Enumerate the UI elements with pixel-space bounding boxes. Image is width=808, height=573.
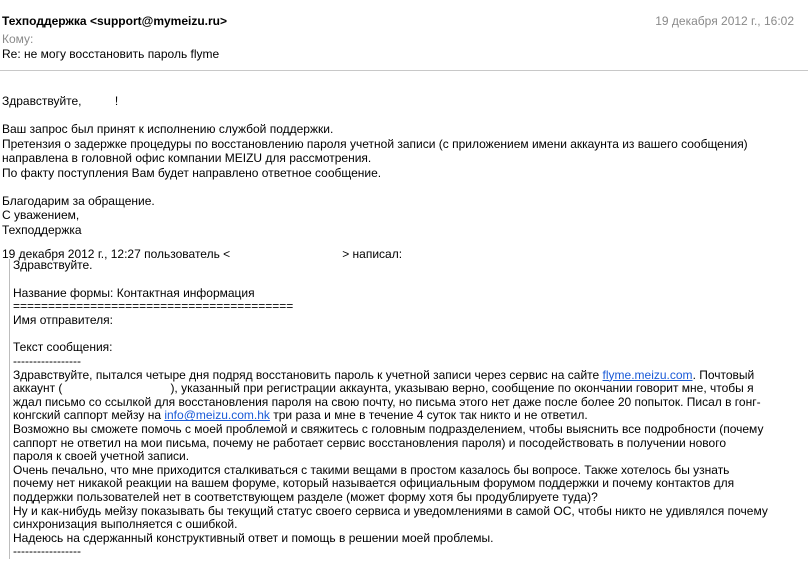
quote-equals-line: ======================================== [13,299,294,314]
flyme-link[interactable]: flyme.meizu.com [602,367,693,382]
header-subject: Re: не могу восстановить пароль flyme [2,47,220,61]
reply-signature: Техподдержка [2,222,82,237]
quote-header-suffix: > написал: [342,247,403,261]
quote-line: поддержки пользователей нет в соответствующем разделе (может форму хотя бы продублируете туда)? [13,489,598,504]
quote-line: Очень печально, что мне приходится сталкиваться с такими вещами в простом казалось бы вопросе. Также хотелось бы узнать [13,462,730,477]
info-email-link[interactable]: info@meizu.com.hk [164,408,270,423]
quote-line: Здравствуйте, пытался четыре дня подряд восстановить пароль к учетной записи через сервис на сайте flyme.meizu.com. Почтовый [13,367,755,382]
quote-form-name: Название формы: Контактная информация [13,285,255,300]
quote-dashes-end: ----------------- [13,544,81,559]
reply-body [2,94,802,237]
quote-line: конгский саппорт мейзу на info@meizu.com.hk три раза и мне в течение 4 суток так никто и не ответил. [13,408,588,423]
reply-thanks: Благодарим за обращение. [2,194,155,209]
header-date: 19 декабря 2012 г., 16:02 [655,14,794,28]
quote-message-label: Текст сообщения: [13,340,113,355]
reply-greeting: Здравствуйте, ! [2,94,119,108]
quote-line: почему нет никакой реакции на вашем форуме, который называется официальным форумом поддержки и почему контактов для [13,476,735,491]
quote-dashes: ----------------- [13,353,81,368]
quoted-message [9,259,803,559]
quote-line: аккаунт ( ), указанный при регистрации аккаунта, указываю верно, сообщение по окончании говорит мне, чтобы я [13,381,754,396]
quote-line: саппорт не ответил на мои письма, почему не работает сервис восстановления пароля) и посодействовать в получении нового [13,435,726,450]
reply-regards: С уважением, [2,208,80,223]
quote-line: Возможно вы сможете помочь с моей проблемой и свяжитесь с головным подразделением, чтобы выяснить все подробности (почему [13,421,764,436]
quote-greeting: Здравствуйте. [13,258,93,272]
quote-header-prefix: 19 декабря 2012 г., 12:27 пользователь < [2,247,231,261]
reply-line: Претензия о задержке процедуры по восстановлению пароля учетной записи (с приложением имени аккаунта из вашего сообщения) [2,136,748,151]
quote-line: Надеюсь на сдержанный конструктивный ответ и помощь в решении моей проблемы. [13,530,494,545]
quote-line: синхронизация выполняется с ошибкой. [13,517,238,532]
quote-line: пароля к своей учетной записи. [13,449,190,464]
quote-line: Ну и как-нибудь мейзу показывать бы текущий статус своего сервиса и уведомлениями в самой ОС, чтобы никто не удивлялся почему [13,503,768,518]
reply-line: направлена в головной офис компании MEIZU для рассмотрения. [2,151,372,166]
header-to-label: Кому: [2,32,34,46]
header-divider [0,70,808,71]
quote-sender-label: Имя отправителя: [13,312,114,327]
reply-line: Ваш запрос был принят к исполнению службой поддержки. [2,122,334,137]
quote-line: ждал письмо со ссылкой для восстановления пароля на свою почту, но письма этого нет даже после более 20 попыток. Писал в гонг- [13,394,761,409]
header-from[interactable]: Техподдержка <support@mymeizu.ru> [2,14,228,28]
reply-line: По факту поступления Вам будет направлено ответное сообщение. [2,165,382,180]
